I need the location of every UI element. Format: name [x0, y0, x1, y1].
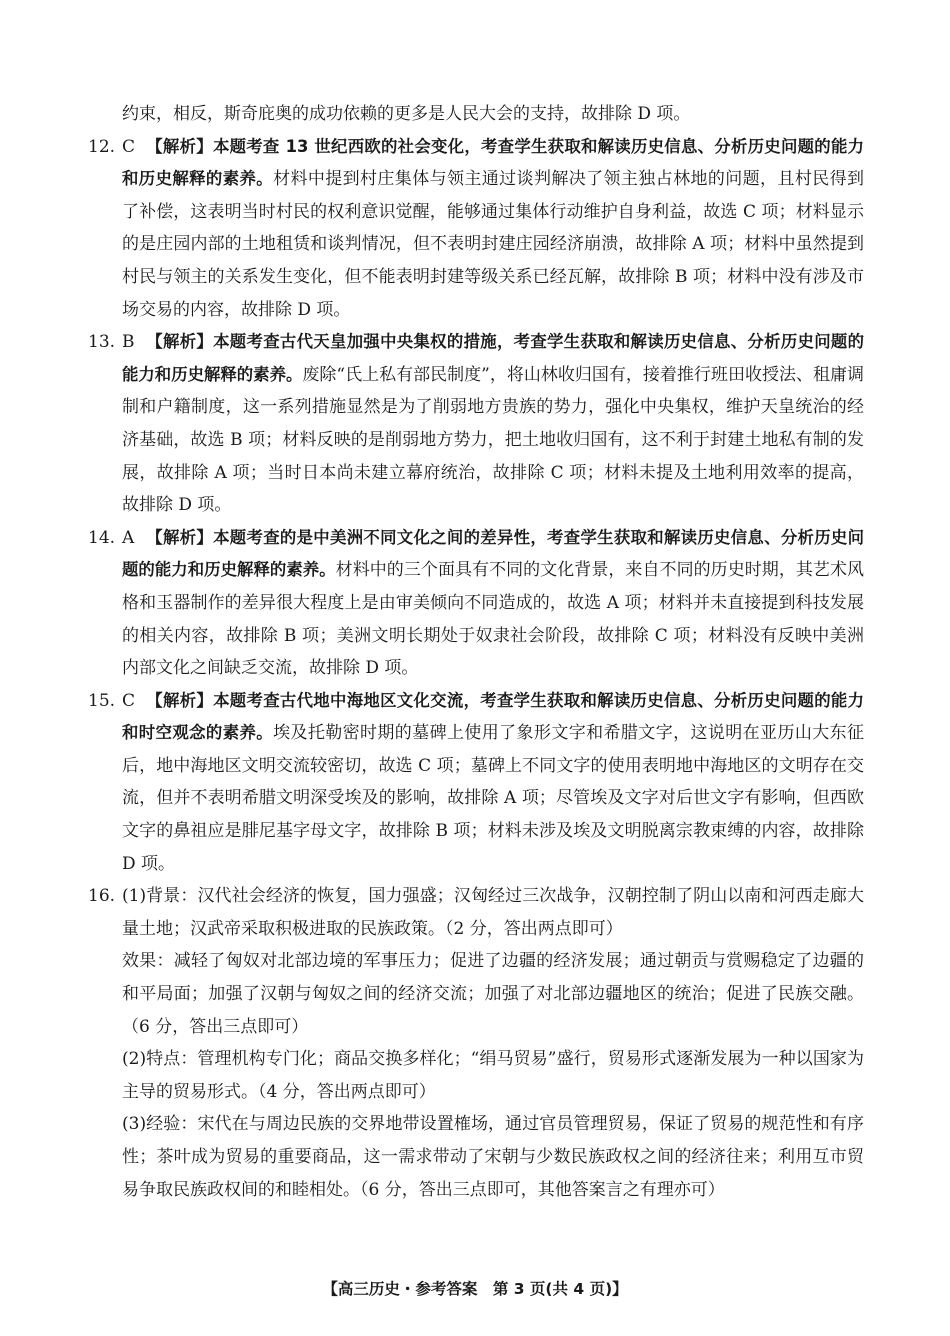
answer-letter: A: [122, 527, 135, 548]
analysis-label: 【解析】: [146, 690, 214, 710]
analysis-label: 【解析】: [146, 136, 213, 156]
q16-background: (1)背景：汉代社会经济的恢复，国力强盛；汉匈经过三次战争，汉朝控制了阴山以南和河西走廊大量土地；汉武帝采取积极进取的民族政策。（2 分，答出两点即可）: [122, 886, 864, 939]
analysis-label: 【解析】: [146, 332, 214, 352]
q16-features: (2)特点：管理机构专门化；商品交换多样化；“绢马贸易”盛行，贸易形式逐渐发展为一种以国家为主导的贸易形式。（4 分，答出两点即可）: [122, 1049, 864, 1102]
question-16: [88, 880, 864, 1206]
question-12: [88, 131, 864, 327]
question-15: [88, 685, 864, 881]
answer-letter: B: [122, 332, 135, 353]
question-number: 16.: [88, 886, 116, 907]
answer-content: [88, 98, 864, 1206]
analysis-summary: 本题考查古代地中海地区文化交流，考查学生获取和解读历史信息、分析历史问题的能力和时空观念的素养。: [122, 690, 865, 743]
analysis-summary: 本题考查古代天皇加强中央集权的措施，考查学生获取和解读历史信息、分析历史问题的能力和历史解释的素养。: [122, 332, 865, 384]
analysis-body: 材料中的三个面具有不同的文化背景，来自不同的历史时期，其艺术风格和玉器制作的差异很大程度上是由审美倾向不同造成的，故选 A 项；材料并未直接提到科技发展的相关内容，故排除 B 项；美洲文明长期处于奴隶社会阶段，故排除 C 项；材料没有反映中美洲内部文化之间缺乏交流，故排除 D 项。: [122, 560, 865, 679]
answer-letter: C: [122, 136, 136, 157]
question-number: 12.: [88, 136, 116, 157]
q16-experience: (3)经验：宋代在与周边民族的交界地带设置榷场，通过官员管理贸易，保证了贸易的规范性和有序性；茶叶成为贸易的重要商品，这一需求带动了宋朝与少数民族政权之间的经济往来；利用互市贸易争取民族政权间的和睦相处。（6 分，答出三点即可，其他答案言之有理亦可）: [122, 1114, 864, 1200]
question-number: 15.: [88, 690, 116, 711]
q16-effect: 效果：减轻了匈奴对北部边境的军事压力；促进了边疆的经济发展；通过朝贡与赏赐稳定了边疆的和平局面；加强了汉朝与匈奴之间的经济交流；加强了对北部边疆地区的统治；促进了民族交融。（6 分，答出三点即可）: [122, 951, 864, 1037]
question-number: 13.: [88, 332, 116, 353]
analysis-body: 埃及托勒密时期的墓碑上使用了象形文字和希腊文字，这说明在亚历山大东征后，地中海地区文明交流较密切，故选 C 项；墓碑上不同文字的使用表明地中海地区的文明存在交流，但并不表明希腊文明深受埃及的影响，故排除 A 项；尽管埃及文字对后世文字有影响，但西欧文字的鼻祖应是腓尼基字母文字，故排除 B 项；材料未涉及埃及文明脱离宗教束缚的内容，故排除 D 项。: [122, 723, 865, 874]
analysis-label: 【解析】: [146, 527, 214, 547]
analysis-summary: 本题考查的是中美洲不同文化之间的差异性，考查学生获取和解读历史信息、分析历史问题的能力和历史解释的素养。: [122, 527, 865, 580]
analysis-body: 材料中提到村庄集体与领主通过谈判解决了领主独占林地的问题，且村民得到了补偿，这表明当时村民的权利意识觉醒，能够通过集体行动维护自身利益，故选 C 项；材料显示的是庄园内部的土地租赁和谈判情况，但不表明封建庄园经济崩溃，故排除 A 项；材料中虽然提到村民与领主的关系发生变化，但不能表明封建等级关系已经瓦解，故排除 B 项；材料中没有涉及市场交易的内容，故排除 D 项。: [122, 169, 865, 320]
question-13: [88, 326, 864, 522]
answer-letter: C: [122, 690, 136, 711]
analysis-summary: 本题考查 13 世纪西欧的社会变化，考查学生获取和解读历史信息、分析历史问题的能力和历史解释的素养。: [122, 136, 864, 189]
page-footer: 【高三历史・参考答案 第 3 页(共 4 页)】: [322, 1280, 628, 1298]
question-14: [88, 522, 864, 685]
analysis-body: 废除“氏上私有部民制度”，将山林收归国有，接着推行班田收授法、租庸调制和户籍制度，这一系列措施显然是为了削弱地方贵族的势力，强化中央集权，维护天皇统治的经济基础，故选 B 项；材料反映的是削弱地方势力，把土地收归国有，这不利于封建土地私有制的发展，故排除 A 项；当时日本尚未建立幕府统治，故排除 C 项；材料未提及土地利用效率的提高，故排除 D 项。: [122, 364, 864, 516]
question-number: 14.: [88, 527, 116, 548]
continuation-text: 约束，相反，斯奇庇奥的成功依赖的更多是人民大会的支持，故排除 D 项。: [122, 104, 691, 124]
